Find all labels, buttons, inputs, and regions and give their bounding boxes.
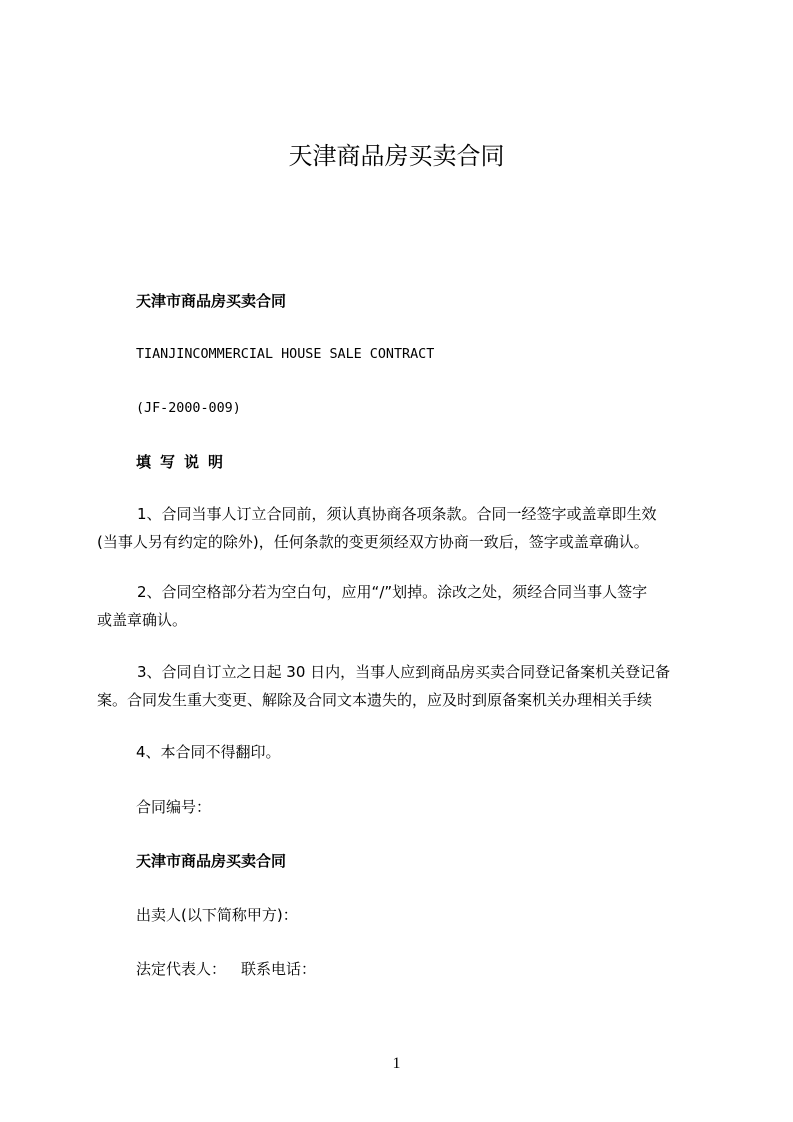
contract-heading-cn: 天津市商品房买卖合同 bbox=[136, 292, 287, 310]
instruction-line: 3、合同自订立之日起 30 日内，当事人应到商品房买卖合同登记备案机关登记备 bbox=[137, 663, 671, 681]
instructions-heading: 填写说明 bbox=[136, 453, 233, 471]
instruction-line: 案。合同发生重大变更、解除及合同文本遗失的，应及时到原备案机关办理相关手续 bbox=[97, 691, 653, 709]
contract-heading-cn-2: 天津市商品房买卖合同 bbox=[136, 852, 287, 870]
contract-number-label: 合同编号： bbox=[136, 798, 212, 816]
instruction-line: 1、合同当事人订立合同前，须认真协商各项条款。合同一经签字或盖章即生效 bbox=[137, 505, 657, 523]
instruction-item-4: 4、本合同不得翻印。 bbox=[136, 743, 281, 761]
instruction-line: (当事人另有约定的除外)，任何条款的变更须经双方协商一致后，签字或盖章确认。 bbox=[97, 533, 649, 551]
contract-heading-en: TIANJINCOMMERCIAL HOUSE SALE CONTRACT bbox=[136, 347, 435, 362]
document-title: 天津商品房买卖合同 bbox=[288, 142, 505, 170]
instruction-item-2 bbox=[97, 578, 701, 634]
instruction-item-3 bbox=[97, 658, 701, 714]
legal-representative-label: 法定代表人： bbox=[136, 960, 227, 978]
seller-label: 出卖人(以下简称甲方)： bbox=[136, 906, 298, 924]
instruction-line: 2、合同空格部分若为空白句，应用“/”划掉。涂改之处，须经合同当事人签字 bbox=[137, 583, 648, 601]
instruction-line: 或盖章确认。 bbox=[97, 611, 188, 629]
phone-label: 联系电话： bbox=[241, 960, 317, 978]
contract-code: (JF-2000-009) bbox=[136, 401, 241, 416]
instruction-item-1 bbox=[97, 500, 701, 556]
page-number: 1 bbox=[392, 1055, 401, 1072]
